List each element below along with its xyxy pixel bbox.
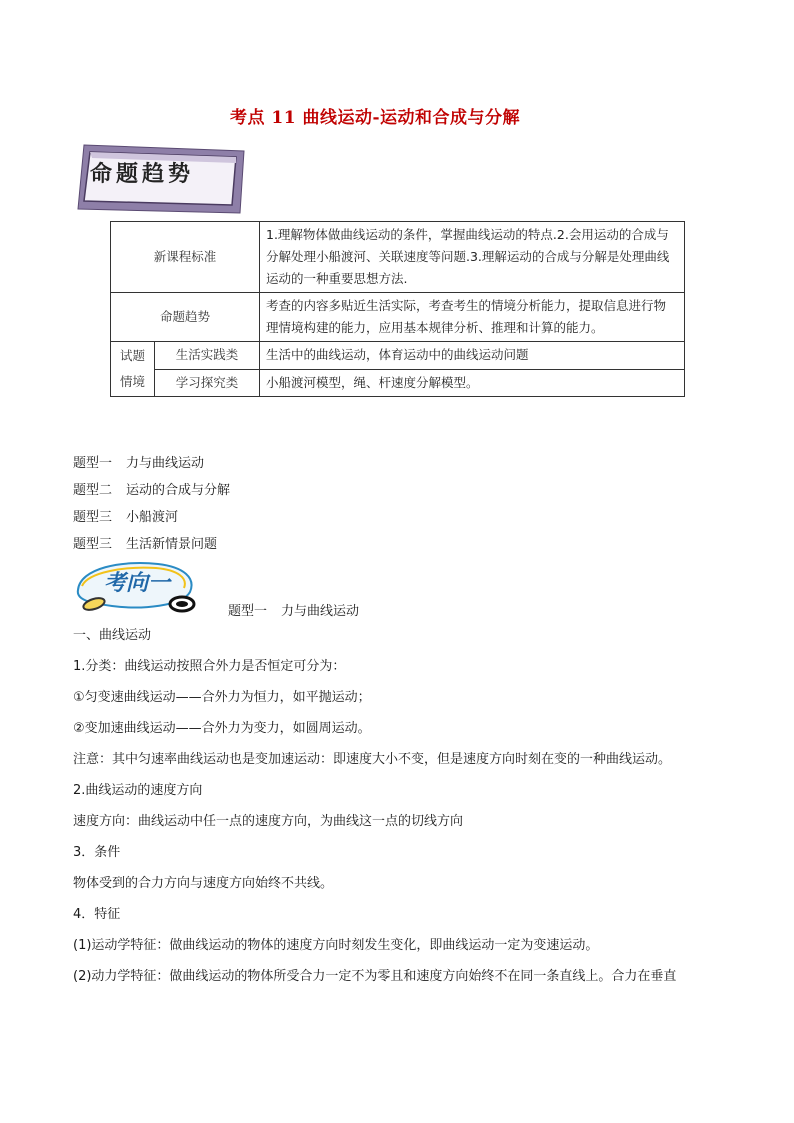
body-line: ①匀变速曲线运动——合外力为恒力，如平抛运动； [73, 690, 371, 705]
list-item [73, 477, 230, 504]
question-type-label: 题型三 [73, 510, 113, 525]
body-line: 物体受到的合力方向与速度方向始终不共线。 [73, 876, 334, 891]
trend-banner [74, 143, 246, 215]
body-line: (2)动力学特征：做曲线运动的物体所受合力一定不为零且和速度方向始终不在同一条直线上。合力在垂直 [73, 969, 677, 984]
body-line: (1)运动学特征：做曲线运动的物体的速度方向时刻发生变化，即曲线运动一定为变速运动。 [73, 938, 599, 953]
situation-label [111, 342, 155, 397]
row-content: 考查的内容多贴近生活实际，考查考生的情境分析能力，提取信息进行物理情境构建的能力，应用基本规律分析、推理和计算的能力。 [260, 293, 685, 342]
section-label: 题型一 [228, 604, 268, 619]
body-text [73, 628, 743, 1000]
list-item [73, 531, 230, 558]
question-type-label: 题型三 [73, 537, 113, 552]
table-row [111, 342, 685, 370]
kaoxiang-graphic [72, 560, 200, 616]
body-line: 4．特征 [73, 907, 121, 922]
section-heading [228, 600, 359, 619]
kaoxiang-text: 考向一 [104, 570, 171, 596]
question-type-label: 题型二 [73, 483, 113, 498]
situation-category: 学习探究类 [155, 369, 260, 397]
row-label: 新课程标准 [111, 222, 260, 293]
question-type-name: 运动的合成与分解 [126, 483, 231, 498]
body-line: 一、曲线运动 [73, 628, 152, 643]
table-row [111, 369, 685, 397]
situation-label-line2: 情境 [119, 374, 145, 389]
situation-label-line1: 试题 [119, 348, 145, 363]
table-row [111, 222, 685, 293]
table-row [111, 293, 685, 342]
situation-content: 生活中的曲线运动，体育运动中的曲线运动问题 [260, 342, 685, 370]
row-content: 1.理解物体做曲线运动的条件，掌握曲线运动的特点.2.会用运动的合成与分解处理小船渡河、关联速度等问题.3.理解运动的合成与分解是处理曲线运动的一种重要思想方法. [260, 222, 685, 293]
situation-category: 生活实践类 [155, 342, 260, 370]
body-line: 1.分类：曲线运动按照合外力是否恒定可分为： [73, 659, 346, 674]
row-label: 命题趋势 [111, 293, 260, 342]
section-name: 力与曲线运动 [281, 604, 360, 619]
question-type-name: 小船渡河 [126, 510, 179, 525]
kaoxiang-badge [72, 560, 200, 616]
body-line: 2.曲线运动的速度方向 [73, 783, 203, 798]
body-line: 注意：其中匀速率曲线运动也是变加速运动：即速度大小不变，但是速度方向时刻在变的一种曲线运动。 [73, 752, 672, 767]
body-line: 3．条件 [73, 845, 121, 860]
list-item [73, 504, 230, 531]
question-type-name: 生活新情景问题 [126, 537, 218, 552]
question-type-list [73, 450, 230, 558]
list-item [73, 450, 230, 477]
banner-text: 命题趋势 [90, 162, 195, 187]
body-line: ②变加速曲线运动——合外力为变力，如圆周运动。 [73, 721, 371, 736]
situation-content: 小船渡河模型，绳、杆速度分解模型。 [260, 369, 685, 397]
body-line: 速度方向：曲线运动中任一点的速度方向，为曲线这一点的切线方向 [73, 814, 464, 829]
question-type-label: 题型一 [73, 456, 113, 471]
question-type-name: 力与曲线运动 [126, 456, 205, 471]
curriculum-table [110, 221, 685, 397]
page-title: 考点 11 曲线运动-运动和合成与分解 [230, 108, 521, 128]
